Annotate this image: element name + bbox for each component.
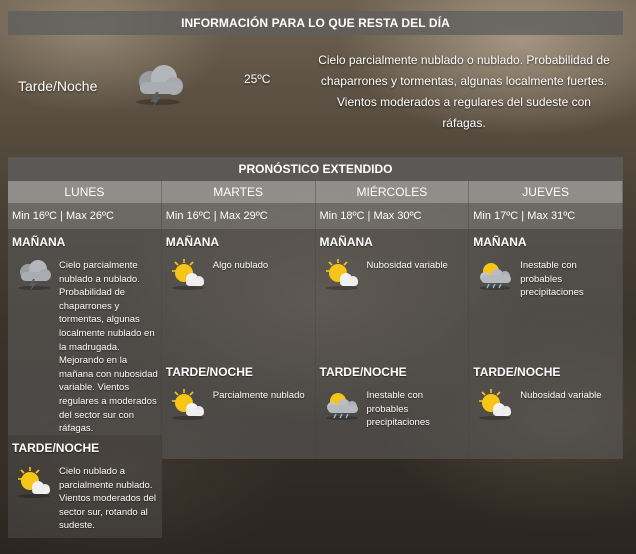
today-section-header <box>8 11 623 35</box>
morning-title: MAÑANA <box>319 235 373 249</box>
night-block <box>8 435 162 538</box>
morning-block <box>162 229 316 359</box>
extended-forecast <box>8 157 623 538</box>
morning-text: Cielo parcialmente nublado a nublado. Probabilidad de chaparrones y tormentas, algunas localmente nublado en la madrugada. Mejorando en la mañana con nubosidad variable. Vientos regulares a moderados del sector sur con ráfagas. <box>59 260 158 435</box>
morning-text: Nubosidad variable <box>366 260 448 271</box>
morning-block <box>469 229 623 359</box>
night-title: TARDE/NOCHE <box>165 365 253 379</box>
night-block <box>316 359 470 459</box>
sun-cloud-icon <box>473 387 517 421</box>
morning-block <box>316 229 470 359</box>
night-text: Parcialmente nublado <box>212 390 305 401</box>
night-block <box>162 359 316 459</box>
today-period-label: Tarde/Noche <box>18 78 98 94</box>
sun-rain-cloud-icon <box>473 257 517 291</box>
morning-title: MAÑANA <box>12 235 66 249</box>
morning-text: Inestable con probables precipitaciones <box>520 260 584 299</box>
day-column-thursday <box>469 181 623 538</box>
sun-cloud-icon <box>320 257 364 291</box>
night-block <box>469 359 623 459</box>
sun-cloud-icon <box>12 465 56 499</box>
morning-title: MAÑANA <box>165 235 220 249</box>
storm-cloud-icon <box>12 257 56 291</box>
night-text: Nubosidad variable <box>520 390 602 401</box>
morning-title: MAÑANA <box>473 235 527 249</box>
day-minmax: Min 18ºC | Max 30ºC <box>316 203 470 229</box>
day-name: MARTES <box>162 181 316 203</box>
day-name: MIÉRCOLES <box>316 181 470 203</box>
morning-block <box>8 229 162 435</box>
day-column-monday <box>8 181 162 538</box>
day-minmax: Min 16ºC | Max 26ºC <box>8 203 162 229</box>
day-minmax: Min 17ºC | Max 31ºC <box>469 203 623 229</box>
today-forecast <box>8 40 623 140</box>
sun-cloud-icon <box>166 257 210 291</box>
extended-header <box>8 157 623 181</box>
storm-cloud-icon <box>126 62 190 108</box>
day-name: JUEVES <box>469 181 623 203</box>
night-text: Inestable con probables precipitaciones <box>366 390 430 429</box>
night-title: TARDE/NOCHE <box>473 365 561 379</box>
day-column-tuesday <box>162 181 316 538</box>
days-row <box>8 181 623 538</box>
extended-title: PRONÓSTICO EXTENDIDO <box>238 162 393 176</box>
day-name: LUNES <box>8 181 162 203</box>
sun-rain-cloud-icon <box>320 387 364 421</box>
day-column-wednesday <box>316 181 470 538</box>
day-minmax: Min 16ºC | Max 29ºC <box>162 203 316 229</box>
today-section-title: INFORMACIÓN PARA LO QUE RESTA DEL DÍA <box>181 16 450 30</box>
night-text: Cielo nublado a parcialmente nublado. Vientos moderados del sector sur, rotando al sudeste. <box>59 466 156 532</box>
night-title: TARDE/NOCHE <box>12 441 100 455</box>
morning-text: Algo nublado <box>212 260 269 271</box>
today-description: Cielo parcialmente nublado o nublado. Probabilidad de chaparrones y tormentas, algunas localmente fuertes. Vientos moderados a regulares del sudeste con ráfagas. <box>318 53 610 130</box>
sun-cloud-icon <box>166 387 210 421</box>
today-temperature: 25ºC <box>244 72 271 86</box>
night-title: TARDE/NOCHE <box>319 365 407 379</box>
